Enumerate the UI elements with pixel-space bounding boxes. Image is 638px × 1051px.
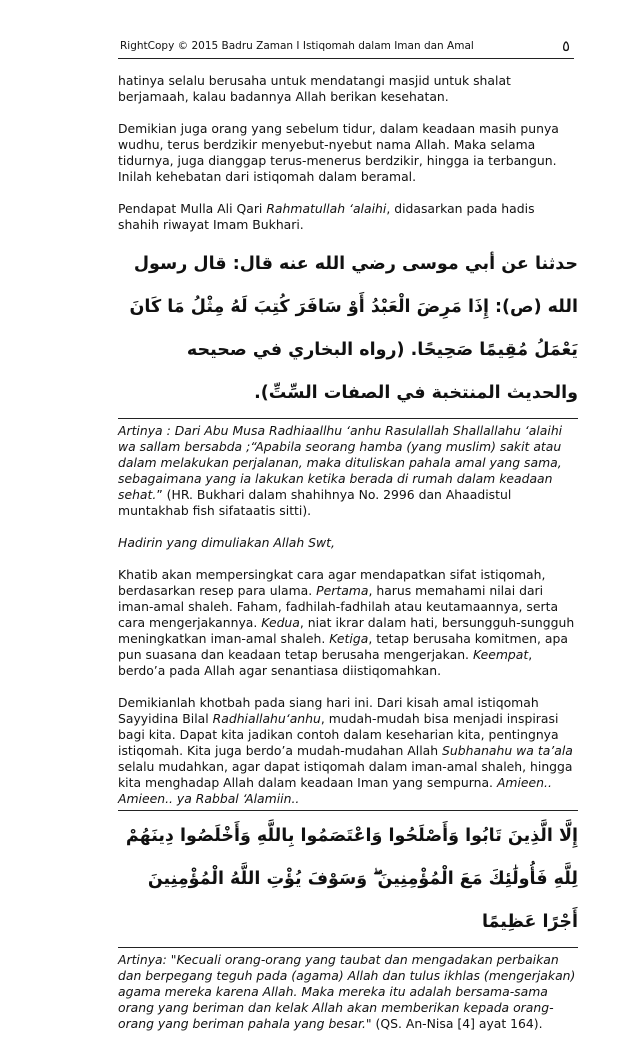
text-segment: , didasarkan pada hadis shahih riwayat Imam Bukhari. — [118, 201, 535, 232]
text-segment: Demikianlah khotbah pada siang hari ini. Dari kisah amal istiqomah Sayyidina Bilal — [118, 695, 539, 726]
translation-italic: Artinya: "Kecuali orang-orang yang taubat dan mengadakan perbaikan dan berpegang teguh pada (agama) Allah dan tulus ikhlas (mengerjakan) agama mereka karena Allah. Maka mereka itu adalah bersama-sama orang yang beriman dan kelak Allah akan memberikan kepada orang-orang yang beriman pahala yang besar. — [118, 952, 576, 1031]
hadith-translation — [118, 423, 578, 519]
closing-prayer: Amieen.. Amieen.. ya Rabbal ‘Alamiin.. — [118, 775, 552, 806]
text-segment: , niat ikrar dalam hati, bersungguh-sungguh meningkatkan iman-amal shaleh. — [118, 615, 575, 646]
page-body — [118, 73, 578, 1032]
honorific-italic: Subhanahu wa ta’ala — [442, 743, 573, 758]
greeting-text: Hadirin yang dimuliakan Allah Swt, — [118, 535, 335, 550]
verse-reference: " (QS. An-Nisa [4] ayat 164). — [365, 1016, 543, 1031]
page-number: ٥ — [561, 37, 570, 55]
text-segment: , tetap berusaha komitmen, apa pun suasana dan keadaan tetap berusaha mengerjakan. — [118, 631, 568, 662]
quran-verse-arabic: إِلَّا الَّذِينَ تَابُوا وَأَصْلَحُوا وَاعْتَصَمُوا بِاللَّهِ وَأَخْلَصُوا دِينَهُمْ لِلَّهِ فَأُولَٰئِكَ مَعَ الْمُؤْمِنِينَ ۖ وَسَوْفَ يُؤْتِ اللَّهُ الْمُؤْمِنِينَ أَجْرًا عَظِيمًا — [125, 826, 578, 932]
greeting-line — [118, 535, 578, 551]
honorific-italic: Radhiallahu‘anhu — [212, 711, 321, 726]
step-label: Pertama — [316, 583, 369, 598]
text-segment: Khatib akan mempersingkat cara agar mendapatkan sifat istiqomah, berdasarkan resep para ulama. — [118, 567, 546, 598]
paragraph-masjid: hatinya selalu berusaha untuk mendatangi masjid untuk shalat berjamaah, kalau badannya Allah berikan kesehatan. — [118, 73, 511, 104]
header-title: RightCopy © 2015 Badru Zaman I Istiqomah dalam Iman dan Amal — [120, 40, 474, 52]
text-segment: , mudah-mudah bisa menjadi inspirasi bagi kita. Dapat kita jadikan contoh dalam keseharian kita, pentingnya istiqomah. Kita juga berdo’a mudah-mudahan Allah — [118, 711, 559, 758]
text-segment: , harus memahami nilai dari iman-amal shaleh. Faham, fadhilah-fadhilah atau keutamaannya, serta cara mengerjakannya. — [118, 583, 559, 630]
paragraph-closing — [118, 695, 578, 807]
step-label: Kedua — [261, 615, 300, 630]
translation-italic: Artinya : Dari Abu Musa Radhiaallhu ‘anhu Rasulallah Shallallahu ‘alaihi wa sallam bersabda ;“Apabila seorang hamba (yang muslim) sakit atau dalam melakukan perjalanan, maka dituliskan pahala amal yang sama, sebagaimana yang ia lakukan ketika berada di rumah dalam keadaan sehat. — [118, 423, 563, 502]
divider-line — [118, 947, 578, 948]
divider-line — [118, 810, 578, 811]
text-segment: , berdo’a pada Allah agar senantiasa diistiqomahkan. — [118, 647, 533, 678]
divider-line — [118, 418, 578, 419]
hadith-arabic-text: حدثنا عن أبي موسى رضي الله عنه قال: قال رسول الله (ص): إِذَا مَرِضَ الْعَبْدُ أَوْ سَافَرَ كُتِبَ لَهُ مِثْلُ مَا كَانَ يَعْمَلُ مُقِيمًا صَحِيحًا. (رواه البخاري في صحيحه والحديث المنتخبة في الصفات السِّتِّ). — [129, 254, 578, 403]
paragraph-mulla-ali-qari — [118, 201, 578, 233]
text-segment: selalu mudahkan, agar dapat istiqomah dalam iman-amal shaleh, hingga kita menghadap Allah dalam keadaan Iman yang sempurna. — [118, 759, 573, 790]
paragraph-dzikir: Demikian juga orang yang sebelum tidur, dalam keadaan masih punya wudhu, terus berdzikir menyebut-nyebut nama Allah. Maka selama tidurnya, juga dianggap terus-menerus berdzikir, hingga ia terbangun. Inilah kehebatan dari istiqomah dalam beramal. — [118, 121, 559, 184]
paragraph-istiqomah-steps — [118, 567, 578, 679]
step-label: Keempat — [472, 647, 529, 662]
verse-translation — [118, 952, 578, 1032]
honorific-italic: Rahmatullah ‘alaihi — [266, 201, 387, 216]
hadith-reference: ” (HR. Bukhari dalam shahihnya No. 2996 dan Ahaadistul muntakhab fish sifataatis sitti). — [118, 487, 512, 518]
step-label: Ketiga — [329, 631, 369, 646]
text-segment: Pendapat Mulla Ali Qari — [118, 201, 267, 216]
page-header — [118, 38, 574, 59]
